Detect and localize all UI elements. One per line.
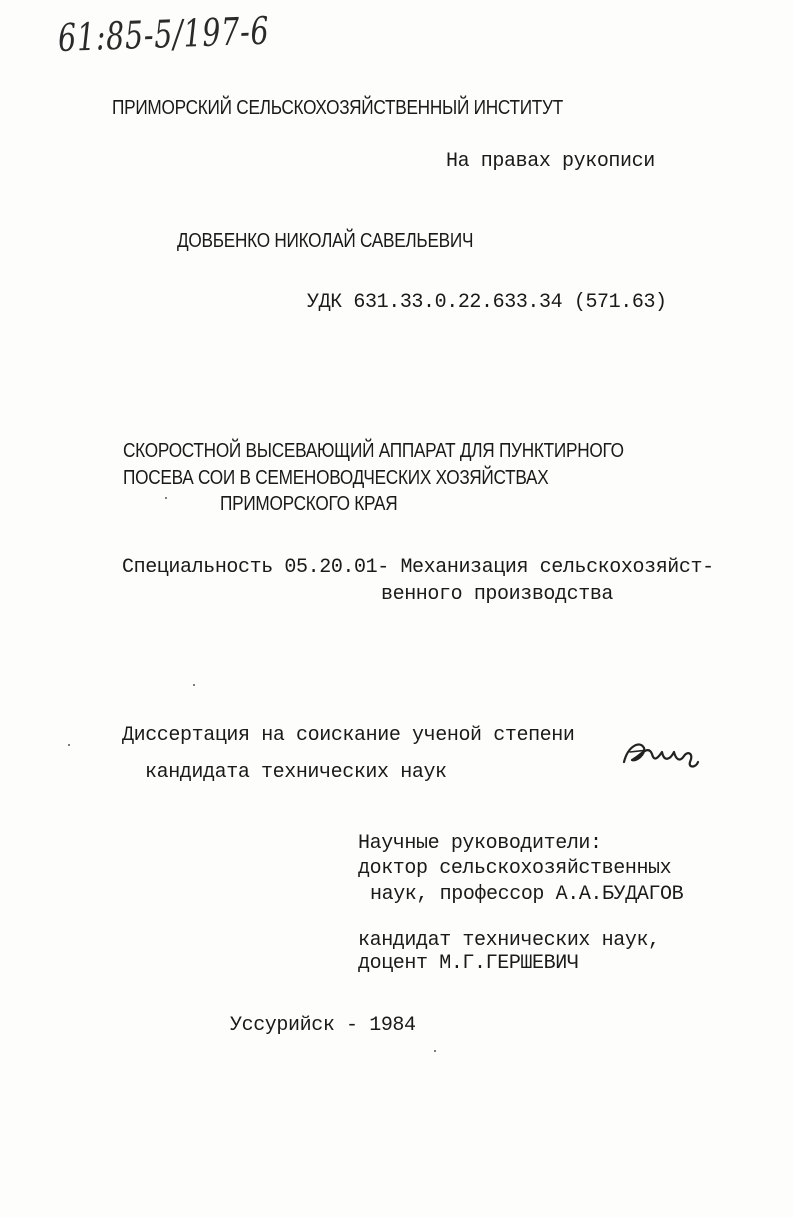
udc-code: УДК 631.33.0.22.633.34 (571.63): [307, 291, 667, 314]
institute-name: ПРИМОРСКИЙ СЕЛЬСКОХОЗЯЙСТВЕННЫЙ ИНСТИТУТ: [112, 97, 563, 119]
paper-speck: [165, 497, 167, 499]
paper-speck: [68, 744, 70, 746]
signature-scribble: [618, 732, 702, 780]
paper-speck: [434, 1050, 436, 1052]
supervisor-1-line-1: доктор сельскохозяйственных: [358, 857, 672, 880]
place-and-year: Уссурийск - 1984: [230, 1014, 416, 1037]
paper-speck: [193, 684, 195, 686]
supervisor-2-line-2: доцент М.Г.ГЕРШЕВИЧ: [358, 952, 579, 975]
specialty-line-1: Специальность 05.20.01- Механизация сельскохозяйст-: [122, 556, 714, 579]
dissertation-line-2: кандидата технических наук: [145, 761, 447, 784]
title-line-3: ПРИМОРСКОГО КРАЯ: [220, 493, 398, 515]
title-line-2: ПОСЕВА СОИ В СЕМЕНОВОДЧЕСКИХ ХОЗЯЙСТВАХ: [123, 467, 549, 489]
manuscript-note: На правах рукописи: [446, 150, 655, 173]
title-line-1: СКОРОСТНОЙ ВЫСЕВАЮЩИЙ АППАРАТ ДЛЯ ПУНКТИРНОГО: [123, 440, 624, 462]
supervisor-2-line-1: кандидат технических наук,: [358, 929, 660, 952]
specialty-line-2: венного производства: [381, 583, 614, 606]
dissertation-line-1: Диссертация на соискание ученой степени: [122, 724, 575, 747]
archive-code-handwritten: 61:85-5/197-6: [57, 8, 271, 60]
author-name: ДОВБЕНКО НИКОЛАЙ САВЕЛЬЕВИЧ: [177, 230, 474, 252]
supervisors-heading: Научные руководители:: [358, 832, 602, 855]
supervisor-1-line-2: наук, профессор А.А.БУДАГОВ: [370, 883, 684, 906]
